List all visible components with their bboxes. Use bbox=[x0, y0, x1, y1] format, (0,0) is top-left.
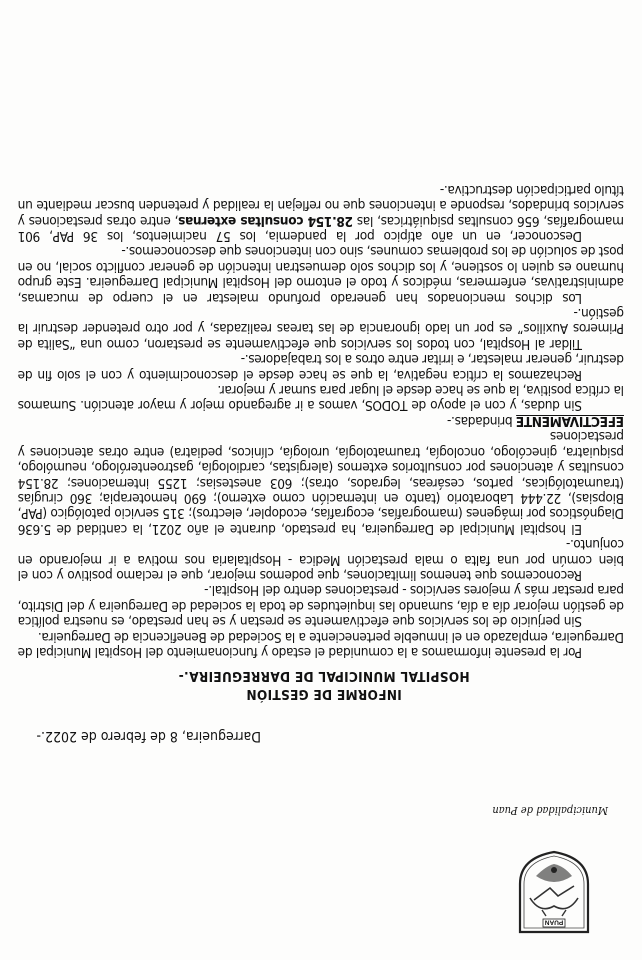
svg-text:PUAN: PUAN bbox=[544, 918, 564, 926]
emphasis-effectively: EFECTIVAMENTE bbox=[516, 412, 624, 429]
statistics-end: brindadas.- bbox=[447, 412, 517, 429]
report-body bbox=[18, 181, 624, 659]
paragraph-support: Sin dudas, y con el apoyo de TODOS, vamos a ir agregando mejor y mayor atención. Sumamos la crítica positiva, la que se hace desde el lugar para sumar y mejorar. bbox=[18, 382, 624, 414]
statistics-text: El hospital Municipal de Darregueira, ha prestado, durante el año 2021, la cantidad de 5.636 Diagnósticos por imágenes (mamografías, ecografías, ecodopler, electros); 315 servicio patológico (PAP, Biopsias), 22.444 Laboratorio (tanto en internación como externo); 690 hemoterapia; 360 cirugías (traumatológicas, partos, cesáreas, legrados, otras); 603 anestesias; 1255 internaciones; 28.154 consultas y atenciones por consultorios externos (alergistas, cardiología, gastroenterólogo, neumólogo, psiquiatra, ginecólogo, oncología, traumatología, urología, clínicos, pediatra) entre otras atenciones y prestaciones bbox=[18, 428, 624, 537]
paragraph-pandemic bbox=[18, 181, 624, 243]
municipal-seal-icon bbox=[516, 850, 592, 936]
paragraph-staff: Los dichos mencionados han generado profundo malestar en el cuerpo de mucamas, administrativas, enfermeras, médicos y todo el entorno del Hospital Municipal Darregueira. Este grupo humano es quien lo sostiene, y los dichos solo demuestran intención de generar conflicto social, no en post de solución de los problemas comunes, sino con intenciones que desconocemos.- bbox=[18, 243, 624, 306]
paragraph-policy: Sin perjuicio de los servicios que efectivamente se prestan y se han prestado, es nuestra política de gestión mejorar día a día, sumando las inquietudes de toda la sociedad de Darregueira y del Distrito, para prestar más y mejores servicios - prestaciones dentro del Hospital.- bbox=[18, 582, 624, 630]
date-line: Darregueira, 8 de febrero de 2022.- bbox=[36, 728, 261, 744]
institution-name: Municipalidad de Puan bbox=[492, 804, 608, 817]
external-consults-highlight: 28.154 consultas externas bbox=[178, 212, 354, 229]
report-subtitle: HOSPITAL MUNICIPAL DE DARREGUEIRA.- bbox=[178, 668, 470, 684]
pandemic-text-start: Desconocer, en un año atípico por la pandemia, los 57 nacimientos, los 36 PAP, 901 mamografías, 656 consultas psiquiátricas, las bbox=[18, 212, 624, 245]
paragraph-intro: Por la presente informamos a la comunidad el estado y funcionamiento del Hospital Municipal de Darregueira, emplazado en el inmueble perteneciente a la Sociedad de Beneficencia de Darregueira. bbox=[18, 628, 624, 660]
paragraph-labeling: Tildar al Hospital, con todos los servicios que efectivamente se prestaron, como una “Salita de Primeros Auxilios” es por un lado ignorancia de las tareas realizadas, y por otro pretender destruir la gestión.- bbox=[18, 305, 624, 352]
report-title: INFORME DE GESTIÓN bbox=[246, 686, 402, 702]
paragraph-limitations: Reconocemos que tenemos limitaciones, que podemos mejorar, que el reclamo positivo y con el bien común por una falta o mala prestación Medica - Hospitalaria nos motiva a ir mejorando en conjunto.- bbox=[18, 536, 624, 583]
pandemic-text-end: , entre otras prestaciones y servicios brindados, responde a intenciones que no reflejan la realidad y pretenden buscar mediante un título participación destructiva.- bbox=[18, 181, 624, 229]
paragraph-criticism: Rechazamos la crítica negativa, la que se hace desde el desconocimiento y con el solo fin de destruir, generar malestar, e irritar entre otros a los trabajadores.- bbox=[18, 351, 624, 383]
paragraph-statistics bbox=[18, 413, 624, 536]
